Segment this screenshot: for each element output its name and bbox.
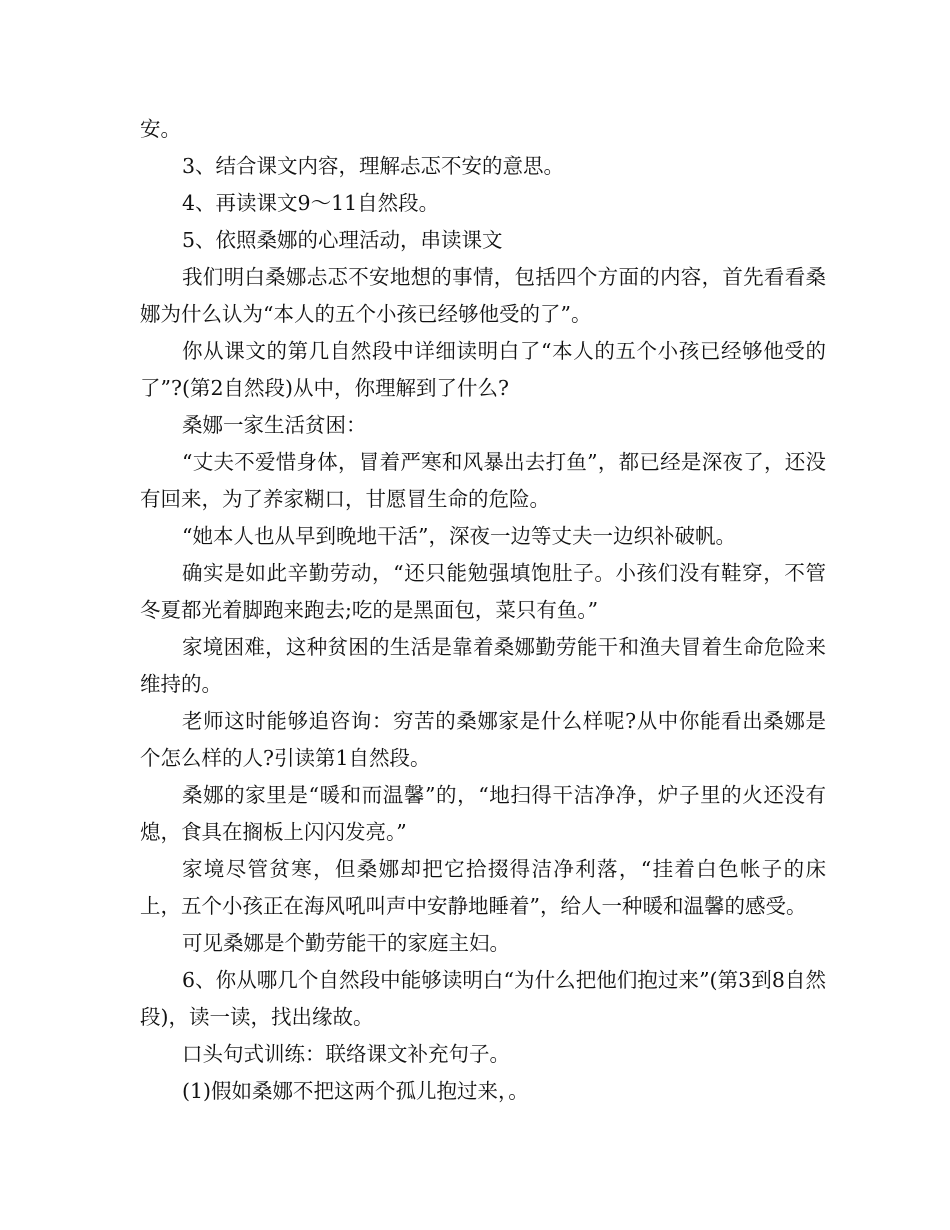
paragraph-step-6: 6、你从哪几个自然段中能够读明白“为什么把他们抱过来”(第3到8自然段)，读一读，找出缘故。 <box>140 968 826 1029</box>
paragraph: “丈夫不爱惜身体，冒着严寒和风暴出去打鱼”，都已经是深夜了，还没有回来，为了养家糊口，甘愿冒生命的危险。 <box>140 450 826 511</box>
paragraph-step-5: 5、依照桑娜的心理活动，串读课文 <box>182 228 503 252</box>
paragraph: 桑娜的家里是“暖和而温馨”的，“地扫得干洁净净，炉子里的火还没有熄，食具在搁板上闪闪发亮。” <box>140 783 826 844</box>
paragraph-step-3: 3、结合课文内容，理解忐忑不安的意思。 <box>182 154 565 178</box>
paragraph: 家境尽管贫寒，但桑娜却把它拾掇得洁净利落，“挂着白色帐子的床上，五个小孩正在海风吼叫声中安静地睡着”，给人一种暖和温馨的感受。 <box>140 857 826 918</box>
paragraph-continuation: 安。 <box>140 117 181 141</box>
paragraph: 老师这时能够追咨询：穷苦的桑娜家是什么样呢?从中你能看出桑娜是个怎么样的人?引读第1自然段。 <box>140 709 826 770</box>
paragraph: 口头句式训练：联络课文补充句子。 <box>182 1042 510 1066</box>
paragraph: 可见桑娜是个勤劳能干的家庭主妇。 <box>182 931 510 955</box>
document-body <box>140 111 826 1110</box>
paragraph: (1)假如桑娜不把这两个孤儿抱过来，。 <box>182 1079 529 1103</box>
paragraph-step-4: 4、再读课文9～11自然段。 <box>182 191 440 215</box>
paragraph: “她本人也从早到晚地干活”，深夜一边等丈夫一边织补破帆。 <box>182 524 736 548</box>
paragraph: 桑娜一家生活贫困： <box>182 413 367 437</box>
paragraph: 确实是如此辛勤劳动，“还只能勉强填饱肚子。小孩们没有鞋穿，不管冬夏都光着脚跑来跑去;吃的是黑面包，菜只有鱼。” <box>140 561 826 622</box>
paragraph: 家境困难，这种贫困的生活是靠着桑娜勤劳能干和渔夫冒着生命危险来维持的。 <box>140 635 826 696</box>
paragraph: 你从课文的第几自然段中详细读明白了“本人的五个小孩已经够他受的了”?(第2自然段)从中，你理解到了什么? <box>140 339 826 400</box>
paragraph: 我们明白桑娜忐忑不安地想的事情，包括四个方面的内容，首先看看桑娜为什么认为“本人的五个小孩已经够他受的了”。 <box>140 265 826 326</box>
